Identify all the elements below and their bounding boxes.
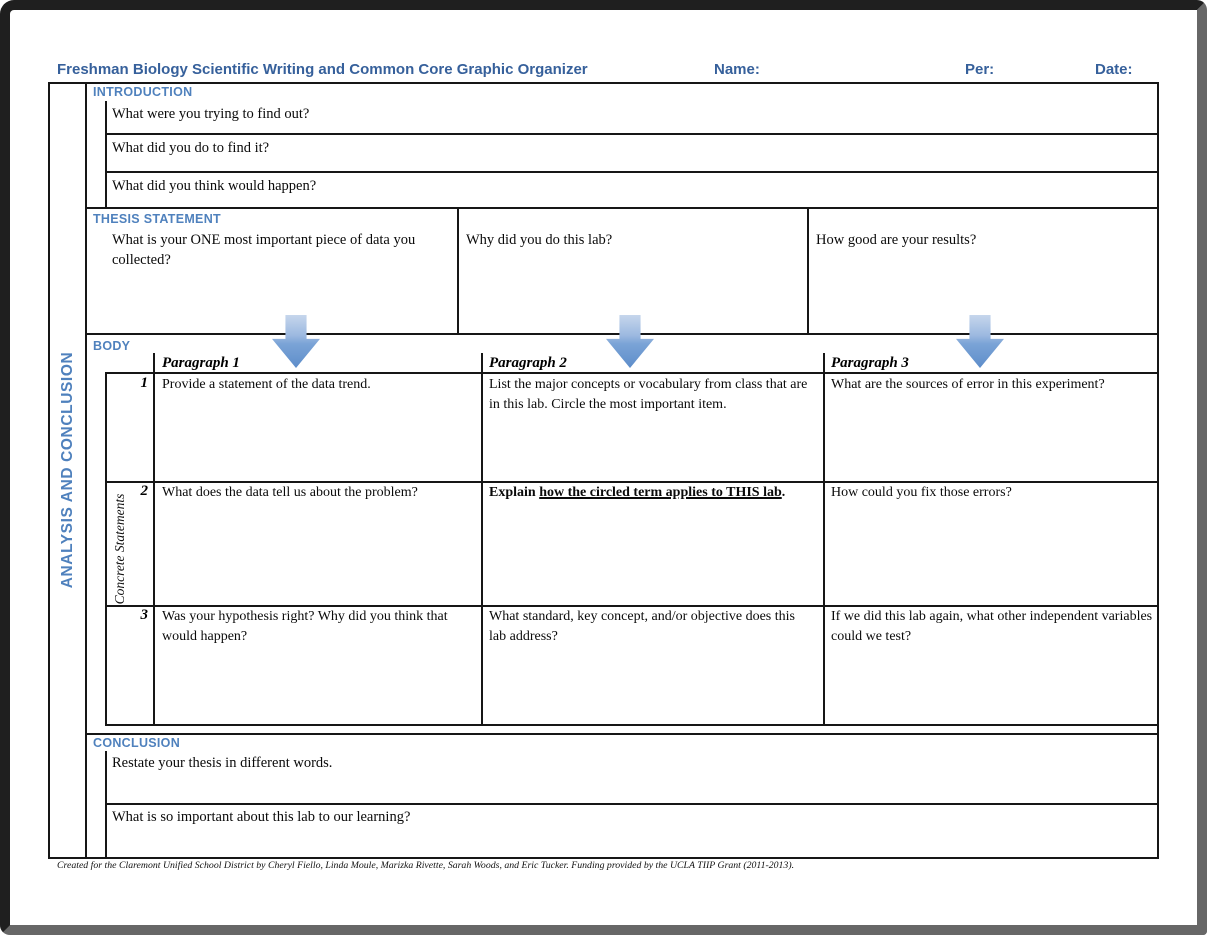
thesis-question: What is your ONE most important piece of data you collected?: [112, 232, 416, 268]
grid-line: [823, 353, 825, 725]
grid-line: [105, 133, 1159, 135]
body-cell: Was your hypothesis right? Why did you think that would happen?: [162, 609, 448, 645]
conclusion-question: Restate your thesis in different words.: [112, 755, 333, 771]
thesis-question: Why did you do this lab?: [466, 232, 613, 248]
conclusion-heading: CONCLUSION: [93, 736, 181, 750]
grid-line: [48, 82, 1159, 84]
grid-line: [85, 207, 1159, 209]
grid-line: [48, 82, 50, 857]
underlined-text: how the circled term applies to THIS lab: [539, 485, 782, 500]
thesis-heading: THESIS STATEMENT: [93, 212, 221, 226]
grid-line: [105, 724, 1159, 726]
conclusion-question: What is so important about this lab to our learning?: [112, 809, 411, 825]
grid-line: [807, 208, 809, 333]
body-cell: What standard, key concept, and/or objective does this lab address?: [489, 609, 795, 645]
grid-line: [105, 372, 1159, 374]
body-cell: If we did this lab again, what other independent variables could we test?: [831, 609, 1153, 645]
per-label: Per:: [965, 61, 995, 78]
grid-line: [457, 208, 459, 333]
body-cell-emphasized: [489, 483, 815, 503]
introduction-question: What did you do to find it?: [112, 140, 270, 156]
date-label: Date:: [1095, 61, 1133, 78]
footer-credit: Created for the Claremont Unified School District by Cheryl Fiello, Linda Moule, Marizka Rivette, Sarah Woods, and Eric Tucker. Funding provided by the UCLA TIIP Grant (2011-2013).: [57, 860, 795, 871]
body-cell: How could you fix those errors?: [831, 485, 1012, 500]
paragraph-3-column-header: Paragraph 3: [831, 355, 909, 371]
down-arrow-icon: [272, 315, 320, 368]
down-arrow-icon: [606, 315, 654, 368]
grid-line: [85, 82, 87, 857]
introduction-question: What did you think would happen?: [112, 178, 317, 194]
bold-text: Explain: [489, 485, 540, 500]
grid-line: [105, 171, 1159, 173]
grid-line: [105, 101, 107, 208]
introduction-question: What were you trying to find out?: [112, 106, 310, 122]
body-row-number: 2: [140, 483, 148, 499]
grid-line: [105, 372, 107, 725]
body-cell: List the major concepts or vocabulary from class that are in this lab. Circle the most important item.: [489, 377, 808, 413]
grid-line: [48, 857, 1159, 859]
body-cell: What are the sources of error in this experiment?: [831, 377, 1105, 392]
grid-line: [481, 353, 483, 725]
grid-line: [1157, 82, 1159, 857]
body-cell: Provide a statement of the data trend.: [162, 377, 371, 392]
body-row-number: 3: [140, 607, 148, 623]
name-label: Name:: [714, 61, 760, 78]
grid-line: [105, 803, 1159, 805]
analysis-and-conclusion-vertical-label: ANALYSIS AND CONCLUSION: [59, 351, 76, 589]
introduction-heading: INTRODUCTION: [93, 85, 193, 99]
body-cell: What does the data tell us about the problem?: [162, 485, 418, 500]
body-row-number: 1: [140, 375, 148, 391]
paragraph-2-column-header: Paragraph 2: [489, 355, 567, 371]
thesis-question: How good are your results?: [816, 232, 977, 248]
down-arrow-icon: [956, 315, 1004, 368]
paragraph-1-column-header: Paragraph 1: [162, 355, 240, 371]
bold-text: .: [781, 485, 786, 500]
grid-line: [153, 353, 155, 725]
grid-line: [85, 733, 1159, 735]
body-heading: BODY: [93, 339, 131, 353]
page-title: Freshman Biology Scientific Writing and Common Core Graphic Organizer: [57, 61, 588, 78]
concrete-statements-vertical-label: Concrete Statements: [112, 493, 127, 605]
